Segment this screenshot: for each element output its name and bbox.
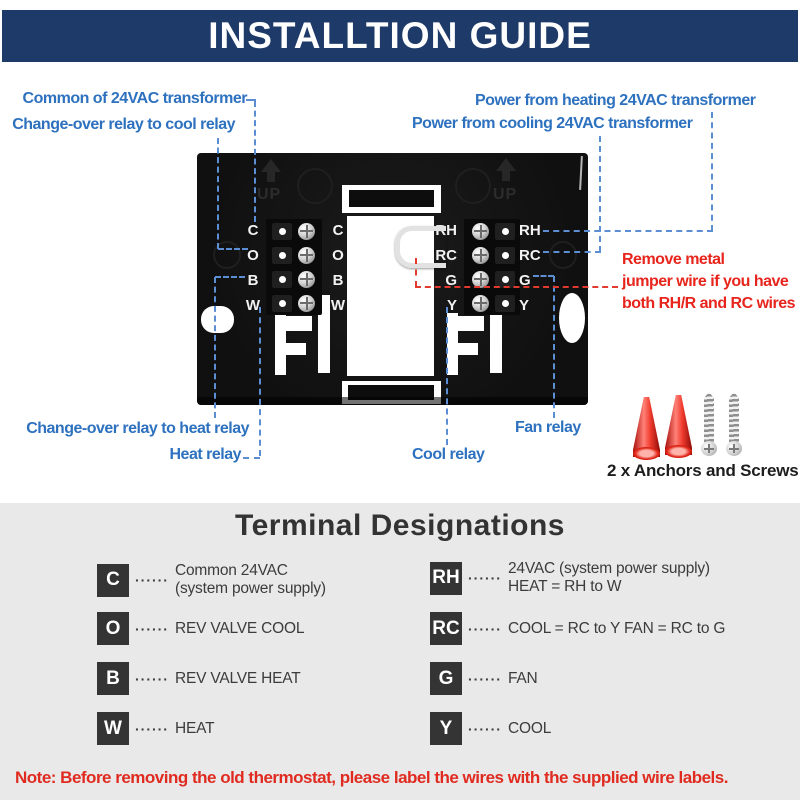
label-change-over-cool: Change-over relay to cool relay: [12, 116, 235, 133]
plate-bottom-edge: [197, 397, 588, 405]
plate-scratch: [579, 156, 583, 190]
dotted-leader: ······: [468, 570, 502, 586]
dotted-leader: ······: [468, 720, 502, 737]
terminal-letter: Y: [519, 297, 530, 314]
top-slot-cutout: [342, 185, 441, 213]
terminal-code-badge: RH: [430, 562, 462, 595]
terminal-letter: RC: [519, 247, 541, 264]
label-power-cooling: Power from cooling 24VAC transformer: [412, 115, 693, 132]
wire-clamp: [272, 271, 292, 288]
terminal-letter: G: [445, 272, 457, 289]
up-arrow-icon: [267, 171, 275, 182]
leader-common: [254, 101, 256, 222]
jumper-warning-line: Remove metal: [622, 251, 725, 268]
terminal-description: Common 24VAC (system power supply): [174, 562, 326, 597]
footer-note: Note: Before removing the old thermostat, please label the wires with the supplied wire labels.: [15, 768, 728, 787]
terminal-letter: C: [247, 222, 259, 239]
terminal-code-badge: W: [97, 712, 129, 745]
terminal-designation-row-c: [97, 562, 326, 598]
wire-dot: [502, 300, 509, 307]
terminal-letter: G: [519, 272, 531, 289]
terminal-letters-left-outer: [243, 222, 263, 314]
molded-circle: [297, 168, 333, 204]
terminal-letter: O: [247, 247, 259, 264]
terminal-screw-icon: [472, 223, 489, 240]
dotted-leader: ······: [135, 720, 169, 737]
dotted-leader: ······: [468, 620, 502, 637]
leader-jumper-warning: [415, 258, 417, 287]
terminal-description: COOL: [507, 719, 552, 737]
terminal-designations-section: [0, 503, 800, 800]
wire-channel: [458, 316, 484, 331]
screw-hardware-icon: [701, 392, 717, 456]
label-change-over-heat: Change-over relay to heat relay: [26, 420, 249, 437]
up-arrow-icon: [502, 170, 510, 181]
dotted-leader: ······: [135, 572, 169, 588]
terminal-letter: O: [332, 247, 344, 264]
molded-circle: [455, 168, 491, 204]
terminal-block-right: [464, 219, 520, 315]
wire-clamp: [272, 247, 292, 264]
terminal-code-badge: C: [97, 564, 129, 597]
terminal-letter: B: [247, 272, 259, 289]
terminal-screw-icon: [298, 271, 315, 288]
leader-jumper-warning: [415, 286, 618, 288]
mounting-hole-right: [559, 293, 585, 343]
terminal-description: FAN: [507, 669, 538, 687]
terminal-code-badge: O: [97, 612, 129, 645]
terminal-screw-icon: [298, 295, 315, 312]
terminal-designation-row-w: [97, 712, 214, 745]
terminal-letter: B: [332, 272, 344, 289]
terminal-row: [464, 220, 520, 242]
terminal-screw-icon: [298, 223, 315, 240]
mounting-hole-left: [201, 306, 234, 333]
wire-clamp: [272, 295, 292, 312]
dotted-leader: ······: [468, 670, 502, 687]
leader-change-over-heat: [214, 277, 216, 418]
terminal-code-badge: B: [97, 662, 129, 695]
terminal-letters-left-inner: [327, 222, 349, 314]
terminal-row: [464, 244, 520, 266]
leader-power-cooling: [543, 251, 601, 253]
wire-clamp: [495, 295, 515, 312]
terminal-designation-row-rc: [430, 612, 725, 645]
jumper-warning-text: [622, 249, 795, 315]
leader-power-heating: [543, 230, 713, 232]
leader-heat-relay: [259, 307, 261, 456]
wire-clamp: [495, 223, 515, 240]
terminal-screw-icon: [472, 295, 489, 312]
terminal-row: [266, 292, 322, 314]
wire-dot: [279, 252, 286, 259]
title-bar: [2, 10, 798, 62]
jumper-wire: [395, 226, 446, 268]
page-title: INSTALLTION GUIDE: [208, 15, 592, 56]
wire-dot: [502, 252, 509, 259]
dotted-leader: ······: [135, 620, 169, 637]
anchor-icon: [633, 397, 660, 457]
label-fan-relay: Fan relay: [515, 419, 581, 436]
terminal-code-badge: G: [430, 662, 462, 695]
up-label: UP: [257, 186, 282, 203]
wire-dot: [279, 228, 286, 235]
leader-cool-relay: [446, 307, 448, 445]
leader-change-over-heat: [215, 276, 245, 278]
wire-channel: [275, 313, 286, 375]
terminal-row: [266, 244, 322, 266]
terminal-letter: RH: [519, 222, 541, 239]
leader-power-cooling: [599, 136, 601, 252]
label-common-24vac: Common of 24VAC transformer: [22, 90, 247, 107]
leader-heat-relay: [243, 457, 260, 459]
wire-dot: [502, 228, 509, 235]
terminal-designation-row-b: [97, 662, 301, 695]
wire-dot: [502, 276, 509, 283]
jumper-warning-line: jumper wire if you have: [622, 273, 789, 290]
terminal-description: HEAT: [174, 719, 215, 737]
leader-change-over-cool: [217, 138, 219, 249]
terminal-letter: W: [330, 297, 346, 314]
terminal-letter: Y: [446, 297, 457, 314]
terminal-description: REV VALVE HEAT: [174, 669, 301, 687]
terminal-screw-icon: [298, 247, 315, 264]
screw-hardware-icon: [726, 392, 742, 456]
wire-dot: [279, 300, 286, 307]
up-label: UP: [493, 186, 518, 203]
wire-clamp: [272, 223, 292, 240]
top-slot-bar: [349, 190, 434, 207]
leader-power-heating: [711, 112, 713, 231]
terminal-description: 24VAC (system power supply) HEAT = RH to W: [507, 560, 710, 595]
terminal-screw-icon: [472, 271, 489, 288]
wire-channel: [458, 343, 478, 355]
molded-circle: [549, 241, 577, 269]
terminal-letter: RH: [435, 222, 457, 239]
terminal-letter: C: [332, 222, 344, 239]
label-heat-relay: Heat relay: [169, 446, 241, 463]
wire-dot: [279, 276, 286, 283]
terminal-row: [464, 292, 520, 314]
leader-change-over-cool: [218, 248, 248, 250]
terminal-designation-row-y: [430, 712, 551, 745]
terminal-letter: W: [245, 297, 261, 314]
terminal-designation-row-rh: [430, 560, 710, 596]
wire-clamp: [495, 247, 515, 264]
terminal-block-left: [266, 219, 322, 315]
label-power-heating: Power from heating 24VAC transformer: [475, 92, 756, 109]
terminal-letter: RC: [435, 247, 457, 264]
leader-fan-relay: [553, 276, 555, 418]
label-cool-relay: Cool relay: [412, 446, 485, 463]
wire-channel: [286, 343, 306, 355]
jumper-warning-line: both RH/R and RC wires: [622, 295, 796, 312]
terminal-description: REV VALVE COOL: [174, 619, 305, 637]
dotted-leader: ······: [135, 670, 169, 687]
wire-channel: [447, 313, 458, 375]
terminal-code-badge: RC: [430, 612, 462, 645]
wire-clamp: [495, 271, 515, 288]
terminal-row: [266, 220, 322, 242]
terminal-code-badge: Y: [430, 712, 462, 745]
hardware-caption: 2 x Anchors and Screws: [607, 461, 799, 480]
terminal-letters-right-outer: [519, 222, 545, 314]
terminal-designation-row-g: [430, 662, 538, 695]
terminal-row: [266, 268, 322, 290]
terminal-designations-title: Terminal Designations: [234, 509, 565, 542]
anchor-icon: [665, 395, 692, 455]
wire-channel: [286, 316, 312, 331]
terminal-designation-row-o: [97, 612, 304, 645]
terminal-description: COOL = RC to Y FAN = RC to G: [507, 619, 726, 637]
leader-fan-relay: [533, 275, 554, 277]
terminal-screw-icon: [472, 247, 489, 264]
